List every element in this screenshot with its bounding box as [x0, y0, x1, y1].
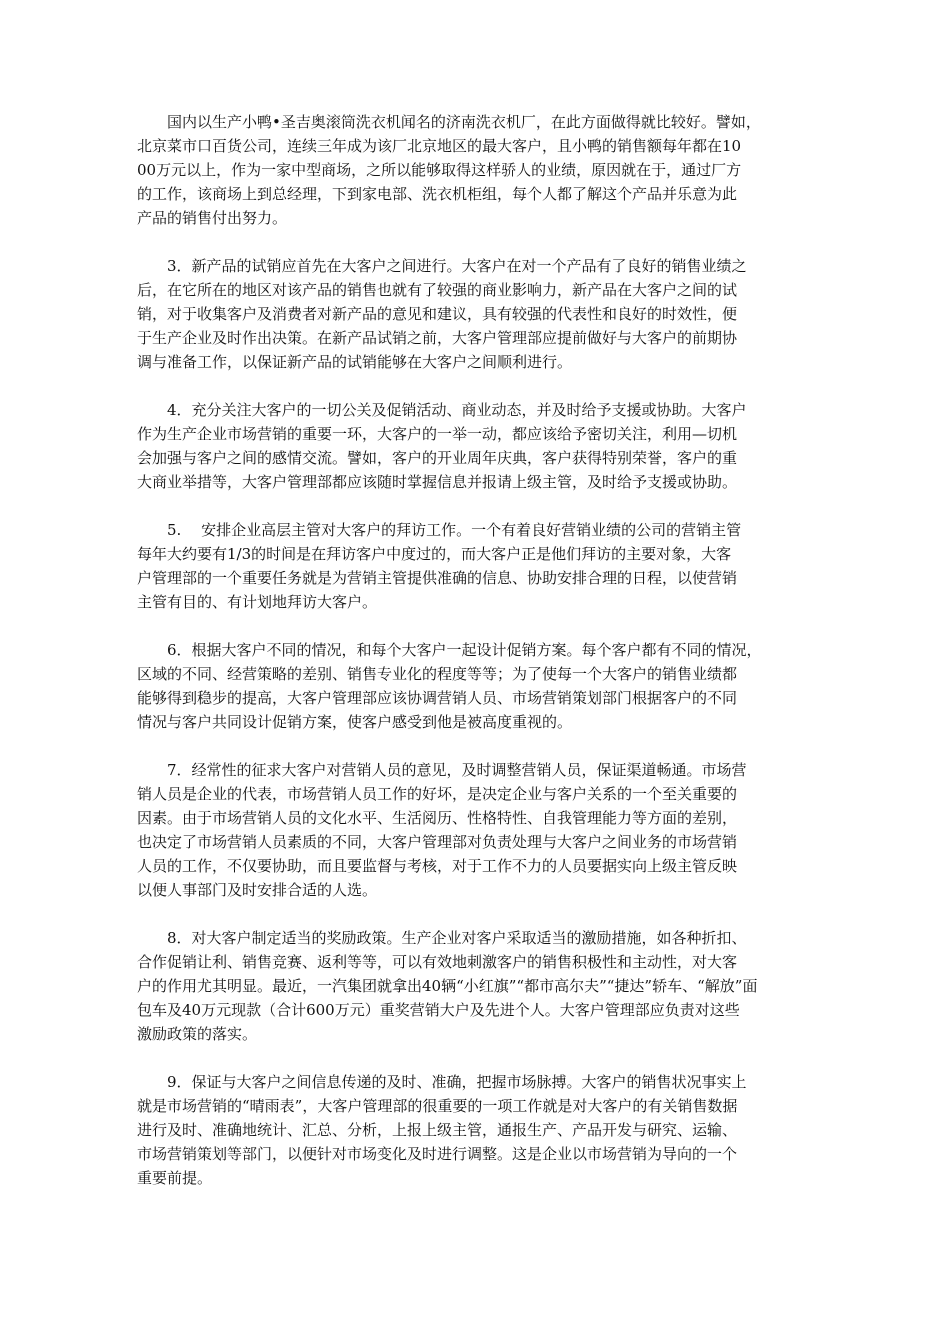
paragraph-item-7: 7．经常性的征求大客户对营销人员的意见，及时调整营销人员，保证渠道畅通。市场营 销人员是企业的代表，市场营销人员工作的好坏，是决定企业与客户关系的一个至关重要的 因素。由于市场营销人员的文化水平、生活阅历、性格特性、自我管理能力等方面的差别， 也决定了市场营销人员素质的不同，大客户管理部对负责处理与大客户之间业务的市场营销 人员的工作，不仅要协助，而且要监督与考核，对于工作不力的人员要据实向上级主管反映 以便人事部门及时安排合适的人选。	[137, 761, 747, 899]
paragraph-item-9: 9．保证与大客户之间信息传递的及时、准确，把握市场脉搏。大客户的销售状况事实上 就是市场营销的“晴雨表”，大客户管理部的很重要的一项工作就是对大客户的有关销售数据 进行及时、准确地统计、汇总、分析，上报上级主管，通报生产、产品开发与研究、运输、 市场营销策划等部门，以便针对市场变化及时进行调整。这是企业以市场营销为导向的一个 重要前提。	[137, 1073, 747, 1187]
paragraph-item-8: 8．对大客户制定适当的奖励政策。生产企业对客户采取适当的激励措施，如各种折扣、 合作促销让利、销售竞赛、返利等等，可以有效地刺激客户的销售积极性和主动性，对大客 户的作用尤其明显。最近，一汽集团就拿出40辆“小红旗”“都市高尔夫”“捷达”轿车、“解放”面 包车及40万元现款（合计600万元）重奖营销大户及先进个人。大客户管理部应负责对这些 激励政策的落实。	[137, 929, 758, 1043]
paragraph-item-5: 5. 安排企业高层主管对大客户的拜访工作。一个有着良好营销业绩的公司的营销主管 每年大约要有1/3的时间是在拜访客户中度过的，而大客户正是他们拜访的主要对象，大客 户管理部的一个重要任务就是为营销主管提供准确的信息、协助安排合理的日程，以使营销 主管有目的、有计划地拜访大客户。	[137, 521, 742, 611]
paragraph-item-6: 6．根据大客户不同的情况，和每个大客户一起设计促销方案。每个客户都有不同的情况， 区域的不同、经营策略的差别、销售专业化的程度等等；为了使每一个大客户的销售业绩都 能够得到稳步的提高，大客户管理部应该协调营销人员、市场营销策划部门根据客户的不同 情况与客户共同设计促销方案，使客户感受到他是被高度重视的。	[137, 641, 762, 731]
paragraph-item-3: 3．新产品的试销应首先在大客户之间进行。大客户在对一个产品有了良好的销售业绩之 后，在它所在的地区对该产品的销售也就有了较强的商业影响力，新产品在大客户之间的试 销，对于收集客户及消费者对新产品的意见和建议，具有较强的代表性和良好的时效性，便 于生产企业及时作出决策。在新产品试销之前，大客户管理部应提前做好与大客户的前期协 调与准备工作，以保证新产品的试销能够在大客户之间顺利进行。	[137, 257, 747, 371]
document-body	[137, 110, 833, 1190]
paragraph-item-4: 4．充分关注大客户的一切公关及促销活动、商业动态，并及时给予支援或协助。大客户 作为生产企业市场营销的重要一环，大客户的一举一动，都应该给予密切关注，利用—切机 会加强与客户之间的感情交流。譬如，客户的开业周年庆典，客户获得特别荣誉，客户的重 大商业举措等，大客户管理部都应该随时掌握信息并报请上级主管，及时给予支援或协助。	[137, 401, 747, 491]
paragraph-intro-xiaoya: 国内以生产小鸭•圣吉奥滚筒洗衣机闻名的济南洗衣机厂，在此方面做得就比较好。譬如， 北京菜市口百货公司，连续三年成为该厂北京地区的最大客户，且小鸭的销售额每年都在10 00万元以上，作为一家中型商场，之所以能够取得这样骄人的业绩，原因就在于，通过厂方 的工作，该商场上到总经理，下到家电部、洗衣机柜组，每个人都了解这个产品并乐意为此 产品的销售付出努力。	[137, 113, 761, 227]
